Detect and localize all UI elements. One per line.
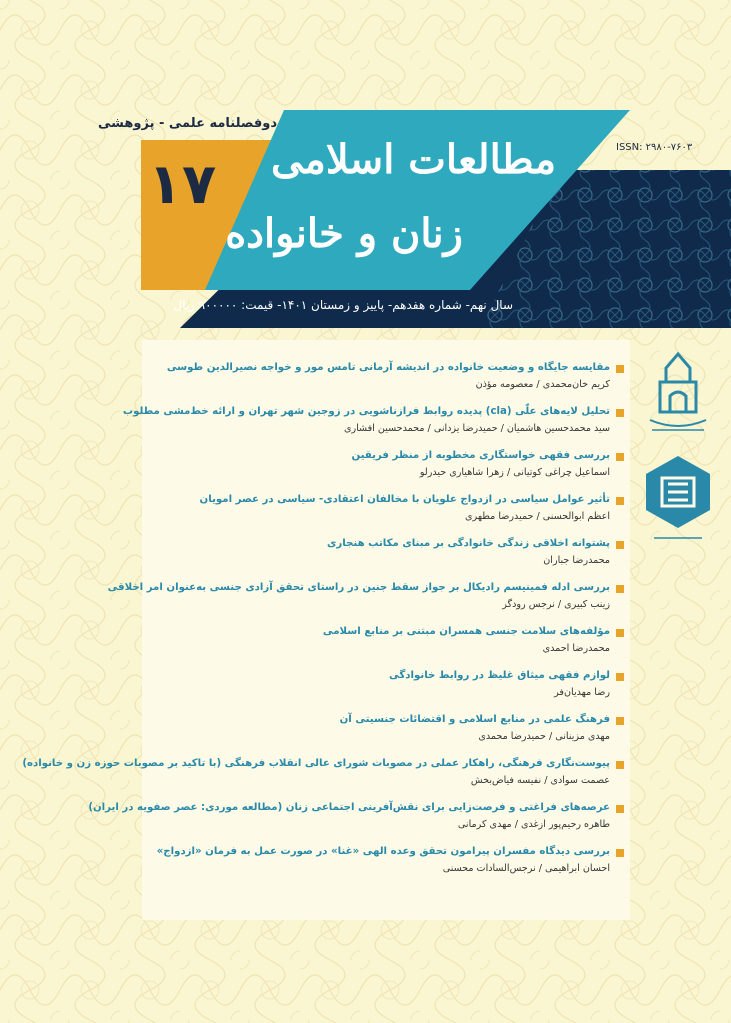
issue-number: ۱۷ xyxy=(147,152,217,217)
article-authors: مهدی مزینانی / حمیدرضا محمدی xyxy=(478,731,610,742)
university-logo xyxy=(640,350,716,440)
toc-item[interactable] xyxy=(170,668,610,712)
article-authors: اسماعیل چراغی کوتیانی / زهرا شاهیاری حیدرلو xyxy=(419,467,610,478)
toc-item[interactable] xyxy=(88,800,610,844)
bullet-icon xyxy=(616,673,624,681)
bullet-icon xyxy=(616,761,624,769)
bullet-icon xyxy=(616,849,624,857)
article-authors: کریم خان‌محمدی / معصومه مؤذن xyxy=(475,379,610,390)
article-authors: محمدرضا احمدی xyxy=(542,643,610,654)
article-title: تأثیر عوامل سیاسی در ازدواج علویان با مخالفان اعتقادی- سیاسی در عصر امویان xyxy=(199,494,610,505)
toc-item[interactable] xyxy=(166,360,610,404)
article-title: فرهنگ علمی در منابع اسلامی و اقتضائات جنسیتی آن xyxy=(339,714,610,725)
bullet-icon xyxy=(616,541,624,549)
bullet-icon xyxy=(616,365,624,373)
toc-item[interactable] xyxy=(170,448,610,492)
journal-title-line2: زنان و خانواده xyxy=(225,210,463,257)
issn: ISSN: ۲۹۸۰-۷۶۰۳ xyxy=(616,142,693,153)
journal-subtitle: دوفصلنامه علمی - پژوهشی xyxy=(98,116,277,131)
bullet-icon xyxy=(616,585,624,593)
toc-item[interactable] xyxy=(22,756,610,800)
research-institute-logo xyxy=(640,452,716,544)
article-authors: اعظم ابوالحسنی / حمیدرضا مطهری xyxy=(465,511,610,522)
toc-item[interactable] xyxy=(170,492,610,536)
article-authors: طاهره رحیم‌پور ازغدی / مهدی کرمانی xyxy=(457,819,610,830)
issue-info: سال نهم- شماره هفدهم- پاییز و زمستان ۱۴۰۱- قیمت: ۹۰۰۰۰۰ ریال xyxy=(173,298,513,312)
toc-item[interactable] xyxy=(156,844,610,888)
table-of-contents xyxy=(22,360,610,888)
article-authors: احسان ابراهیمی / نرجس‌السادات محسنی xyxy=(442,863,610,874)
bullet-icon xyxy=(616,409,624,417)
article-title: مؤلفه‌های سلامت جنسی همسران مبتنی بر منابع اسلامی xyxy=(322,626,610,637)
article-authors: رضا مهدیان‌فر xyxy=(554,687,610,698)
article-authors: محمدرضا جباران xyxy=(543,555,610,566)
article-authors: عصمت سوادی / نفیسه فیاض‌بخش xyxy=(470,775,610,786)
article-authors: زینب کبیری / نرجس رودگر xyxy=(502,599,610,610)
article-title: بررسی فقهی خواستگاری مخطوبه از منظر فریقین xyxy=(351,450,610,461)
bullet-icon xyxy=(616,497,624,505)
bullet-icon xyxy=(616,717,624,725)
article-title: پیوست‌نگاری فرهنگی، راهکار عملی در مصوبات شورای عالی انقلاب فرهنگی (با تاکید بر مصوبات حوزه زن و خانواده) xyxy=(22,758,610,769)
article-title: مقایسه جایگاه و وضعیت خانواده در اندیشه آرمانی تامس مور و خواجه نصیرالدین طوسی xyxy=(166,362,610,373)
toc-item[interactable] xyxy=(170,624,610,668)
article-title: بررسی ادله فمینیسم رادیکال بر جواز سقط جنین در راستای تحقق آزادی جنسی به‌عنوان امر اخلاقی xyxy=(107,582,610,593)
article-title: پشتوانه اخلاقی زندگی خانوادگی بر مبنای مکاتب هنجاری xyxy=(327,538,610,549)
toc-item[interactable] xyxy=(170,712,610,756)
bullet-icon xyxy=(616,805,624,813)
article-title: تحلیل لایه‌های علّی (cla) پدیده روابط فرازناشویی در زوجین شهر تهران و ارائه خط‌مشی مطلوب xyxy=(122,406,610,417)
journal-title-line1: مطالعات اسلامی xyxy=(271,136,556,183)
toc-item[interactable] xyxy=(107,580,610,624)
bullet-icon xyxy=(616,629,624,637)
bullet-icon xyxy=(616,453,624,461)
article-title: لوازم فقهی میثاق غلیظ در روابط خانوادگی xyxy=(389,670,610,681)
article-title: عرصه‌های فراغتی و فرصت‌زایی برای نقش‌آفرینی اجتماعی زنان (مطالعه موردی: عصر صفویه در ایران) xyxy=(88,802,610,813)
toc-item[interactable] xyxy=(170,536,610,580)
article-authors: سید محمدحسین هاشمیان / حمیدرضا یزدانی / محمدحسین افشاری xyxy=(343,423,610,434)
toc-item[interactable] xyxy=(122,404,610,448)
article-title: بررسی دیدگاه مفسران پیرامون تحقق وعده الهی «غنا» در صورت عمل به فرمان «ازدواج» xyxy=(156,846,610,857)
